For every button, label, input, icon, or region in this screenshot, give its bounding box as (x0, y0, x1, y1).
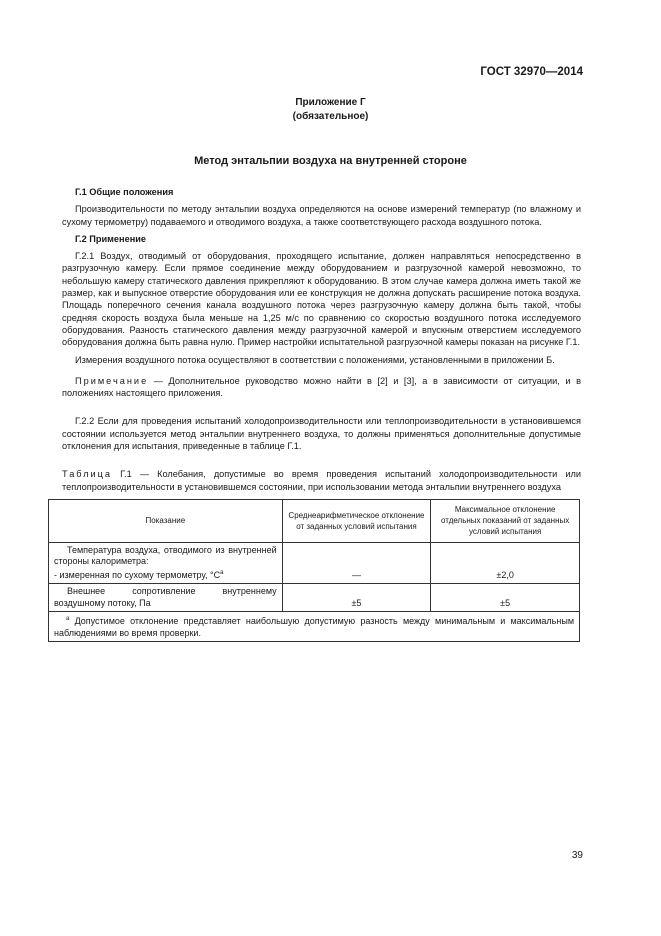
table-footnote (49, 612, 580, 642)
footnote-mark: a (66, 616, 70, 623)
section-1-text: Производительности по методу энтальпии воздуха определяются на основе измерений температур (по влажному и сухому термометру) подаваемого и отводимого воздуха, а также соответствующего расхода воздушного потока. (62, 204, 581, 227)
page-number: 39 (571, 850, 583, 861)
table-header-row (49, 499, 580, 542)
table-row (49, 584, 580, 612)
note-label: Примечание (75, 375, 149, 386)
document-body (54, 186, 581, 642)
section-2-paragraph-3: Г.2.2 Если для проведения испытаний холодопроизводительности или теплопроизводительности в установившемся состоянии используется метод энтальпии внутреннего воздуха, то должны применяться дополнительные допустимые отклонения для испытания, приведенные в таблице Г.1. (62, 416, 581, 452)
table-caption-text: Г.1 — Колебания, допустимые во время проведения испытаний холодопроизводительности или теплопроизводительности в установившемся состоянии, при использовании метода энтальпии внутреннего воздуха (62, 469, 581, 492)
header-indication: Показание (49, 499, 283, 542)
row-2-max: ±5 (431, 584, 580, 612)
table-row (49, 542, 580, 584)
row-1-footnote-mark: a (220, 569, 224, 576)
row-1-mean: — (282, 542, 431, 584)
appendix-label: Приложение Г (295, 97, 366, 108)
doc-number: ГОСТ 32970—2014 (480, 66, 583, 78)
row-1-label-sub-line (54, 568, 277, 582)
row-2-mean: ±5 (282, 584, 431, 612)
section-2-heading: Г.2 Применение (75, 233, 147, 244)
appendix-heading (0, 96, 661, 124)
header-max-deviation: Максимальное отклонение отдельных показаний от заданных условий испытания (431, 499, 580, 542)
deviation-table (48, 499, 580, 643)
table-footnote-row (49, 612, 580, 642)
appendix-status: (обязательное) (292, 111, 369, 122)
section-2-paragraph-1: Г.2.1 Воздух, отводимый от оборудования, проходящего испытание, должен направляться непосредственно в разгрузочную камеру. Если прямое соединение между оборудованием и разгрузочной камерой невозможно, то небольшую камеру статического давления прикрепляют к оборудованию. В этом случае камера должна иметь такой же размер, как и выпускное отверстие оборудования или ее конструкция не должна допускать расширение потока воздуха. Площадь поперечного сечения канала воздушного потока через разгрузочную камеру должна быть такой, чтобы средняя скорость воздуха была меньше на 1,25 м/с по сравнению со скоростью воздушного потока исследуемого оборудования. Разность статического давления между разгрузочной камерой и впускным отверстием исследуемого оборудования должна быть равна нулю. Пример настройки испытательной разгрузочной камеры показан на рисунке Г.1. (62, 251, 581, 348)
section-1-heading: Г.1 Общие положения (75, 187, 174, 197)
row-1-max: ±2,0 (431, 542, 580, 584)
table-caption (62, 468, 581, 493)
header-mean-deviation: Среднеарифметическое отклонение от заданных условий испытания (282, 499, 431, 542)
row-1-label-sub: - измеренная по сухому термометру, °C (54, 569, 221, 580)
row-2-label (49, 584, 283, 612)
page-title: Метод энтальпии воздуха на внутренней стороне (194, 155, 467, 167)
section-2-note (62, 375, 581, 400)
row-1-label (49, 542, 283, 584)
footnote-text: Допустимое отклонение представляет наибольшую допустимую разность между минимальным и максимальным наблюдениями во время проверки. (54, 616, 574, 638)
row-1-label-main: Температура воздуха, отводимого из внутренней стороны калориметра: (54, 544, 277, 567)
row-2-label-text: Внешнее сопротивление внутреннему воздушному потоку, Па (54, 586, 277, 608)
note-text: — Дополнительное руководство можно найти в [2] и [3], а в зависимости от ситуации, и в положениях настоящего приложения. (62, 375, 581, 399)
section-2-paragraph-2: Измерения воздушного потока осуществляют в соответствии с положениями, установленными в приложении Б. (75, 354, 555, 365)
table-caption-label: Таблица (62, 469, 113, 480)
